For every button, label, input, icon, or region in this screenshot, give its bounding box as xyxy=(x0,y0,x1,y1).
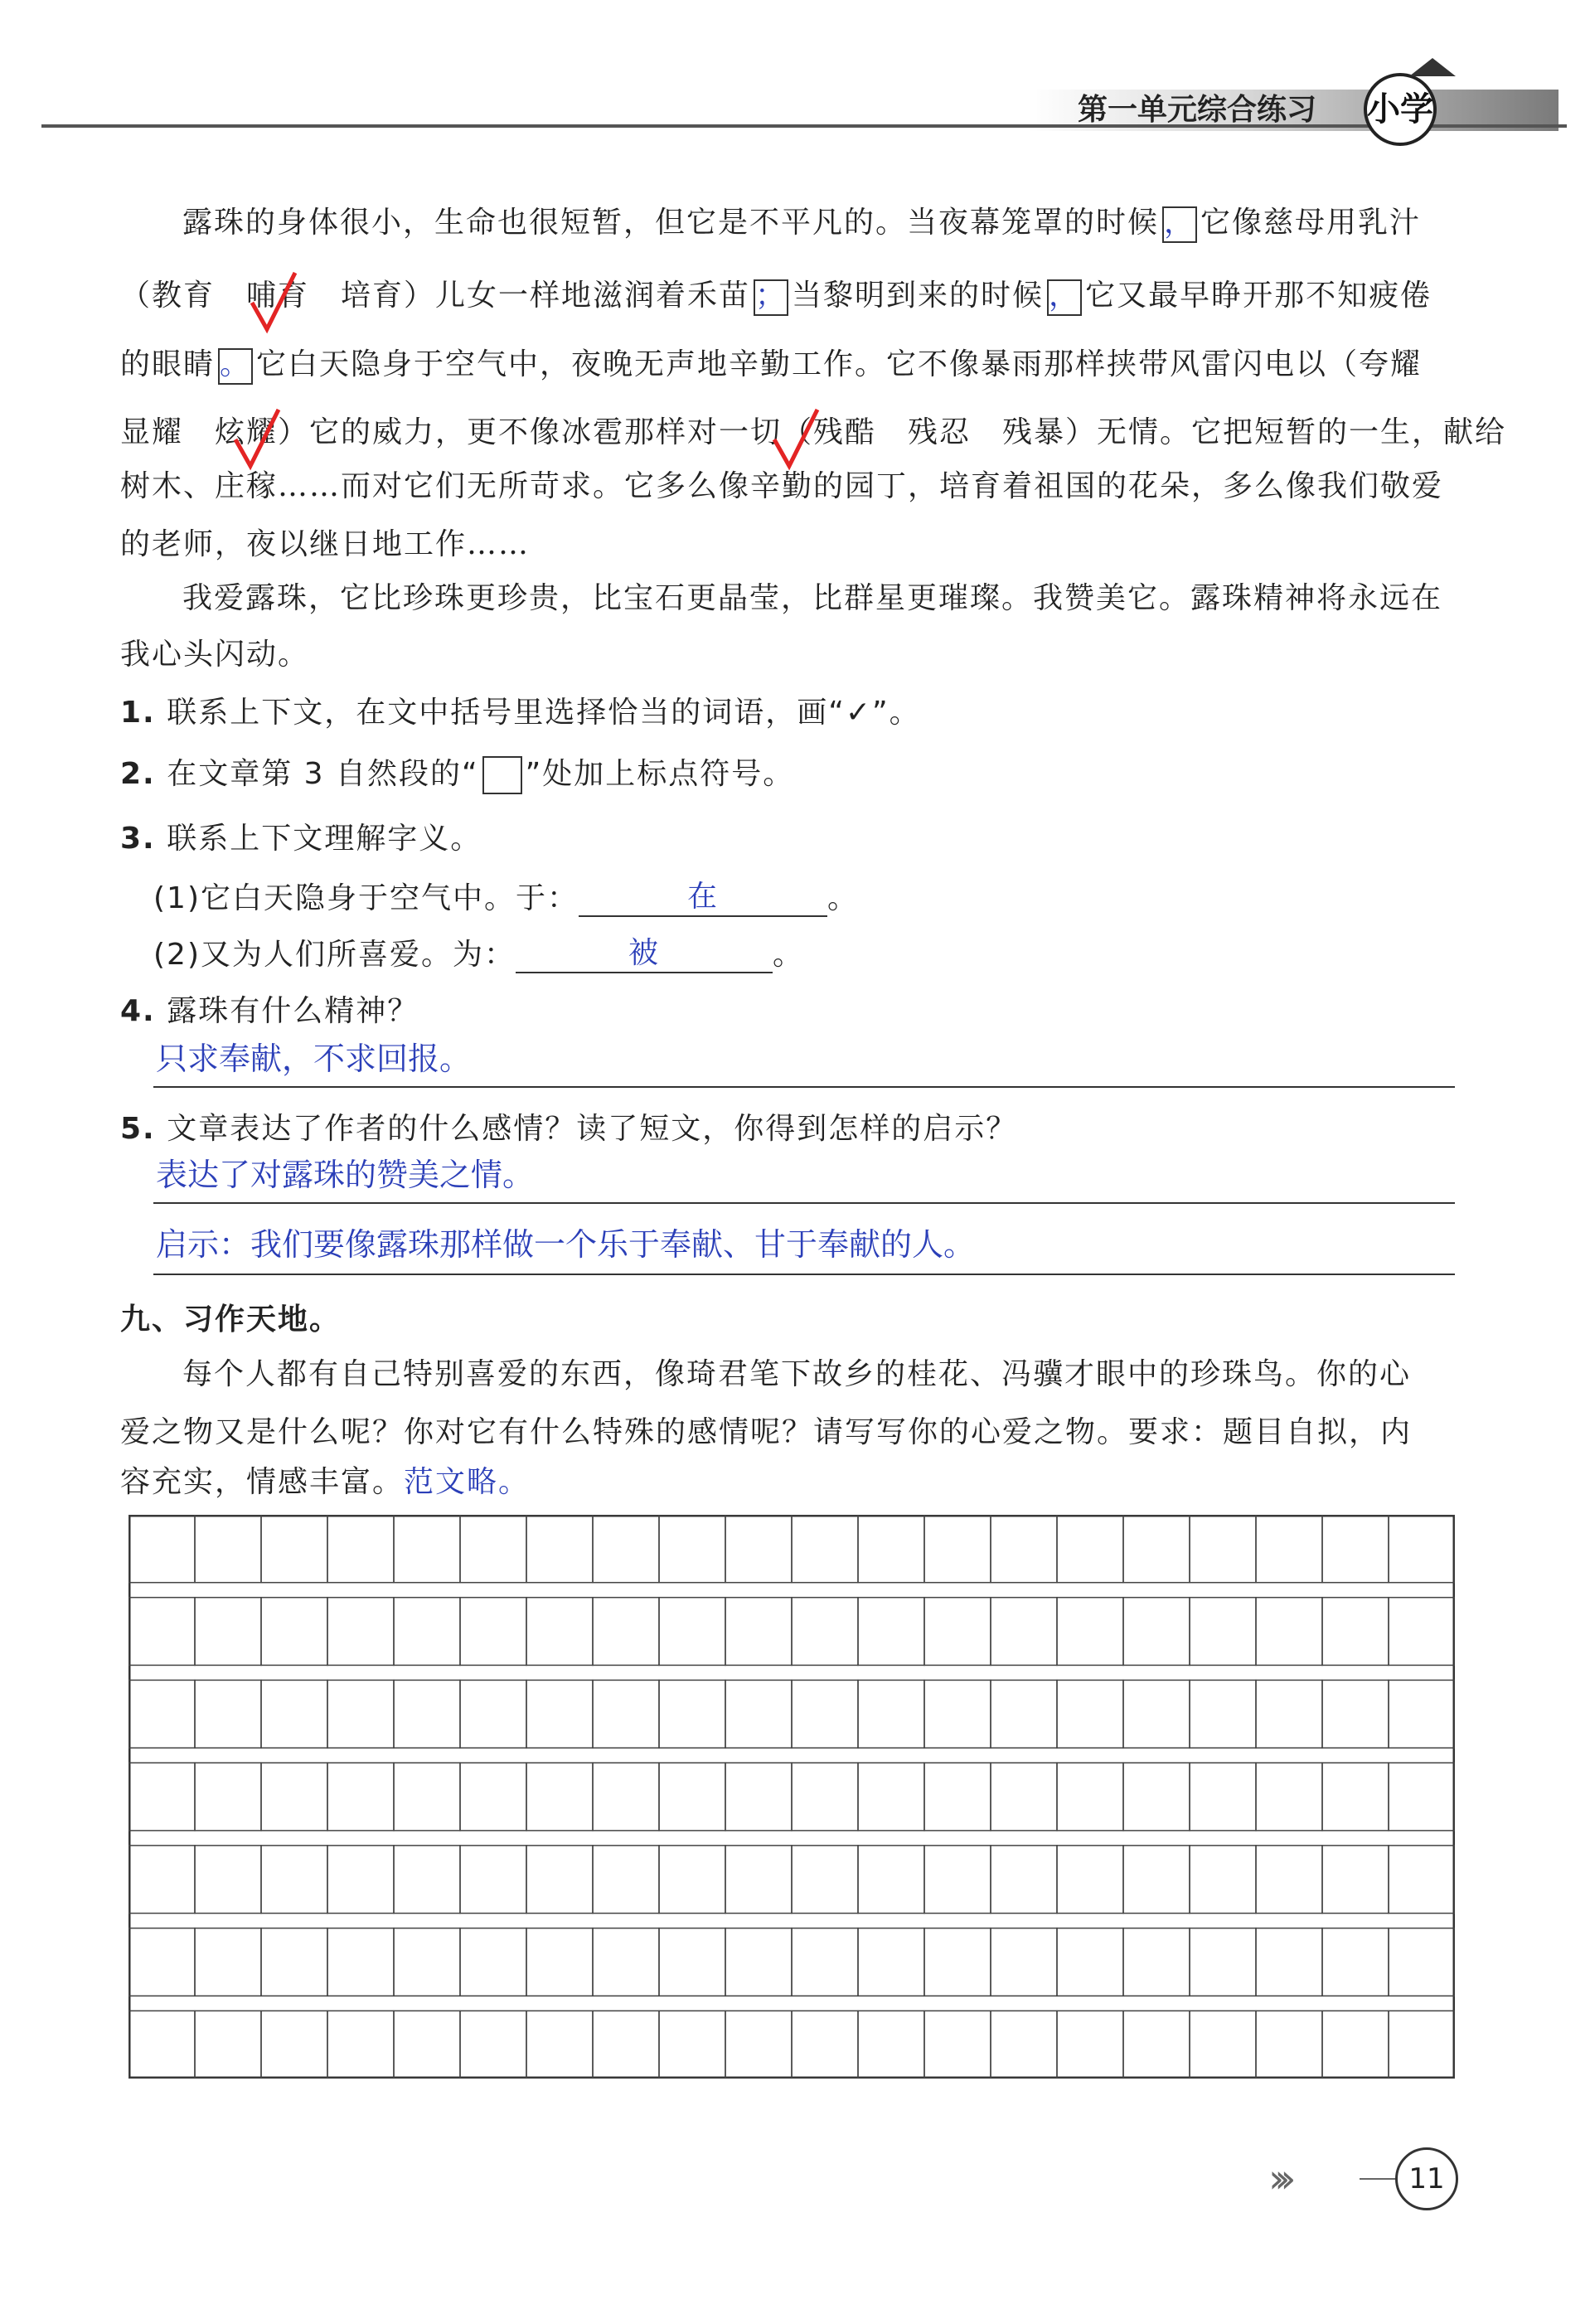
grid-cell xyxy=(526,1929,593,1997)
passage-text: 的眼睛 xyxy=(120,347,216,381)
grid-cell xyxy=(128,1515,195,1583)
grid-cell xyxy=(261,1763,327,1831)
grid-cell xyxy=(460,1680,526,1748)
grid-cell xyxy=(659,1846,725,1914)
question-number: 3. xyxy=(120,822,156,856)
prompt-line: 爱之物又是什么呢？你对它有什么特殊的感情呢？请写写你的心爱之物。要求：题目自拟，内 xyxy=(120,1415,1413,1449)
answer-blank: 被 xyxy=(516,935,773,973)
passage-line xyxy=(120,347,1422,385)
grid-cell xyxy=(394,1929,460,1997)
answer-line xyxy=(153,1274,1455,1275)
question-1 xyxy=(120,695,921,731)
grid-cell xyxy=(327,2011,394,2079)
passage-line: 树木、庄稼……而对它们无所苛求。它多么像辛勤的园丁，培育着祖国的花朵，多么像我们敬爱 xyxy=(120,469,1444,503)
grid-cell xyxy=(1389,1515,1455,1583)
grid-cell xyxy=(858,1763,924,1831)
grid-cell xyxy=(526,1598,593,1666)
check-mark-icon xyxy=(249,269,298,336)
grid-cell xyxy=(792,1929,858,1997)
passage-text: 露珠的身体很小，生命也很短暂，但它是不平凡的。当夜幕笼罩的时候 xyxy=(182,206,1160,240)
grid-cell xyxy=(1057,1680,1123,1748)
grid-cell xyxy=(593,1598,659,1666)
punctuation-box: 。 xyxy=(218,348,253,385)
grid-cell xyxy=(526,2011,593,2079)
question-text: (2)又为人们所喜爱。为： xyxy=(153,938,516,972)
grid-cell xyxy=(1389,1929,1455,1997)
grid-cell xyxy=(195,1846,261,1914)
grid-cell xyxy=(792,1763,858,1831)
grid-cell xyxy=(1256,1515,1322,1583)
answer-line xyxy=(153,1086,1455,1088)
grid-cell xyxy=(394,1763,460,1831)
question-text: 联系上下文理解字义。 xyxy=(167,822,482,856)
grid-cell xyxy=(991,2011,1057,2079)
passage-text: 它像慈母用乳汁 xyxy=(1200,206,1422,240)
grid-cell xyxy=(1057,2011,1123,2079)
grid-cell xyxy=(1322,1846,1389,1914)
grid-cell xyxy=(394,1846,460,1914)
question-number: 5. xyxy=(120,1112,156,1146)
grid-cell xyxy=(924,1929,991,1997)
grid-cell xyxy=(460,2011,526,2079)
grid-cell xyxy=(261,1846,327,1914)
grid-cell xyxy=(128,1929,195,1997)
grid-cell xyxy=(460,1515,526,1583)
grid-cell xyxy=(924,1680,991,1748)
question-number: 4. xyxy=(120,994,156,1028)
grid-cell xyxy=(195,1763,261,1831)
grid-cell xyxy=(394,2011,460,2079)
grid-cell xyxy=(261,1515,327,1583)
grid-cell xyxy=(858,1515,924,1583)
grid-cell xyxy=(128,1763,195,1831)
grid-cell xyxy=(261,1680,327,1748)
question-text: 露珠有什么精神？ xyxy=(167,994,419,1028)
grid-cell xyxy=(1123,1929,1190,1997)
passage-line: 我心头闪动。 xyxy=(120,638,310,672)
grid-cell xyxy=(924,1598,991,1666)
question-text: 联系上下文，在文中括号里选择恰当的词语，画“✓”。 xyxy=(167,696,921,730)
grid-cell xyxy=(327,1680,394,1748)
question-text: ”处加上标点符号。 xyxy=(525,757,795,791)
grid-cell xyxy=(1057,1515,1123,1583)
grid-cell xyxy=(1190,1763,1256,1831)
punctuation-box: ； xyxy=(754,279,788,316)
question-text: (1)它白天隐身于空气中。于： xyxy=(153,881,579,915)
grid-cell xyxy=(858,2011,924,2079)
grid-cell xyxy=(1322,1680,1389,1748)
grid-cell xyxy=(1190,1846,1256,1914)
chevron-arrows-icon: ››› xyxy=(1268,2156,1287,2202)
passage-text: 它白天隐身于空气中，夜晚无声地辛勤工作。它不像暴雨那样挟带风雷闪电以（夸耀 xyxy=(256,347,1423,381)
grid-cell xyxy=(924,1515,991,1583)
grid-cell xyxy=(725,1680,792,1748)
grid-cell xyxy=(526,1680,593,1748)
grid-cell xyxy=(991,1846,1057,1914)
grid-cell xyxy=(1256,1680,1322,1748)
grid-cell xyxy=(593,1846,659,1914)
punctuation-box: ， xyxy=(1162,206,1197,243)
question-number: 1. xyxy=(120,696,156,730)
grid-cell xyxy=(593,2011,659,2079)
grid-cell xyxy=(659,1515,725,1583)
grid-cell xyxy=(1256,1929,1322,1997)
grid-cell xyxy=(327,1598,394,1666)
passage-text: 它又最早睁开那不知疲倦 xyxy=(1085,279,1432,313)
grid-cell xyxy=(1322,1515,1389,1583)
question-3-1 xyxy=(153,879,859,917)
grid-cell xyxy=(991,1929,1057,1997)
header-title: 第一单元综合练习 xyxy=(1078,93,1317,127)
grid-cell xyxy=(1256,2011,1322,2079)
grid-cell xyxy=(1190,2011,1256,2079)
graduation-cap-icon xyxy=(1409,58,1456,76)
grid-cell xyxy=(195,1598,261,1666)
grid-cell xyxy=(460,1763,526,1831)
grid-cell xyxy=(128,2011,195,2079)
grid-cell xyxy=(327,1515,394,1583)
grid-cell xyxy=(1123,2011,1190,2079)
answer-line xyxy=(153,1202,1455,1204)
header-logo: 小学 xyxy=(1364,73,1437,146)
composition-grid[interactable] xyxy=(128,1515,1455,2079)
grid-cell xyxy=(526,1515,593,1583)
passage-line xyxy=(182,205,1421,243)
grid-cell xyxy=(659,1680,725,1748)
grid-cell xyxy=(1389,1680,1455,1748)
grid-cell xyxy=(792,2011,858,2079)
question-3-2 xyxy=(153,935,804,973)
grid-cell xyxy=(1123,1846,1190,1914)
passage-line: 的老师，夜以继日地工作…… xyxy=(120,527,531,561)
grid-cell xyxy=(195,2011,261,2079)
grid-cell xyxy=(1256,1846,1322,1914)
grid-cell xyxy=(460,1846,526,1914)
grid-cell xyxy=(1057,1846,1123,1914)
grid-cell xyxy=(792,1598,858,1666)
grid-cell xyxy=(991,1515,1057,1583)
grid-cell xyxy=(460,1929,526,1997)
grid-cell xyxy=(128,1846,195,1914)
question-2 xyxy=(120,756,794,794)
grid-cell xyxy=(792,1515,858,1583)
grid-cell xyxy=(991,1680,1057,1748)
section-heading: 九、习作天地。 xyxy=(120,1303,342,1337)
check-mark-icon xyxy=(771,406,821,473)
grid-cell xyxy=(1057,1598,1123,1666)
grid-cell xyxy=(1123,1763,1190,1831)
blank-box xyxy=(482,756,522,794)
question-text: 文章表达了作者的什么感情？读了短文，你得到怎样的启示？ xyxy=(167,1112,1018,1146)
prompt-line xyxy=(120,1464,530,1501)
grid-cell xyxy=(1123,1680,1190,1748)
question-4 xyxy=(120,993,419,1030)
grid-cell xyxy=(327,1929,394,1997)
grid-cell xyxy=(858,1929,924,1997)
grid-cell xyxy=(1256,1598,1322,1666)
question-text: 。 xyxy=(773,938,805,972)
grid-cell xyxy=(394,1598,460,1666)
grid-cell xyxy=(1190,1598,1256,1666)
footer-rule xyxy=(1360,2178,1397,2180)
passage-text: （教育 哺育 培育）儿女一样地滋润着禾苗 xyxy=(120,279,751,313)
grid-cell xyxy=(593,1680,659,1748)
grid-cell xyxy=(659,1598,725,1666)
grid-cell xyxy=(725,1598,792,1666)
grid-cell xyxy=(991,1763,1057,1831)
page-number: 11 xyxy=(1395,2147,1458,2210)
grid-cell xyxy=(1123,1515,1190,1583)
grid-cell xyxy=(526,1763,593,1831)
grid-cell xyxy=(526,1846,593,1914)
grid-cell xyxy=(659,1763,725,1831)
grid-cell xyxy=(195,1515,261,1583)
grid-cell xyxy=(1322,2011,1389,2079)
grid-cell xyxy=(1123,1598,1190,1666)
grid-cell xyxy=(1389,1763,1455,1831)
question-number: 2. xyxy=(120,757,156,791)
grid-cell xyxy=(1322,1929,1389,1997)
grid-cell xyxy=(593,1763,659,1831)
passage-line xyxy=(120,278,1432,316)
grid-cell xyxy=(924,1846,991,1914)
grid-cell xyxy=(593,1929,659,1997)
grid-cell xyxy=(659,2011,725,2079)
question-text: 。 xyxy=(827,881,860,915)
grid-cell xyxy=(1322,1763,1389,1831)
grid-cell xyxy=(1057,1929,1123,1997)
grid-cell xyxy=(394,1515,460,1583)
grid-cell xyxy=(858,1680,924,1748)
header-rule xyxy=(41,124,1567,128)
grid-cell xyxy=(792,1846,858,1914)
passage-text: 当黎明到来的时候 xyxy=(792,279,1045,313)
grid-cell xyxy=(858,1846,924,1914)
grid-cell xyxy=(1057,1763,1123,1831)
grid-cell xyxy=(460,1598,526,1666)
grid-cell xyxy=(924,2011,991,2079)
grid-cell xyxy=(261,1929,327,1997)
grid-cell xyxy=(261,1598,327,1666)
grid-cell xyxy=(128,1598,195,1666)
answer-blank: 在 xyxy=(579,879,827,917)
grid-cell xyxy=(1190,1680,1256,1748)
grid-cell xyxy=(195,1680,261,1748)
grid-cell xyxy=(1190,1515,1256,1583)
answer-text: 启示：我们要像露珠那样做一个乐于奉献、甘于奉献的人。 xyxy=(156,1226,976,1263)
prompt-text: 容充实，情感丰富。 xyxy=(120,1465,405,1499)
grid-cell xyxy=(858,1598,924,1666)
grid-cell xyxy=(593,1515,659,1583)
grid-cell xyxy=(924,1763,991,1831)
grid-cell xyxy=(327,1846,394,1914)
answer-text: 范文略。 xyxy=(404,1465,531,1499)
grid-cell xyxy=(195,1929,261,1997)
check-mark-icon xyxy=(232,406,282,473)
question-3 xyxy=(120,821,482,857)
passage-line: 我爱露珠，它比珍珠更珍贵，比宝石更晶莹，比群星更璀璨。我赞美它。露珠精神将永远在 xyxy=(182,581,1443,615)
grid-cell xyxy=(394,1680,460,1748)
grid-cell xyxy=(327,1763,394,1831)
grid-cell xyxy=(725,1846,792,1914)
grid-cell xyxy=(128,1680,195,1748)
punctuation-box: ， xyxy=(1047,279,1082,316)
grid-cell xyxy=(1190,1929,1256,1997)
grid-cell xyxy=(1389,1846,1455,1914)
grid-cell xyxy=(1256,1763,1322,1831)
grid-cell xyxy=(991,1598,1057,1666)
grid-cell xyxy=(1322,1598,1389,1666)
grid-cell xyxy=(261,2011,327,2079)
answer-text: 只求奉献，不求回报。 xyxy=(156,1041,472,1077)
question-5 xyxy=(120,1111,1017,1147)
grid-cell xyxy=(725,1929,792,1997)
answer-text: 表达了对露珠的赞美之情。 xyxy=(156,1157,535,1193)
grid-cell xyxy=(659,1929,725,1997)
grid-cell xyxy=(725,2011,792,2079)
grid-cell xyxy=(1389,1598,1455,1666)
grid-cell xyxy=(725,1515,792,1583)
passage-line: 显耀 炫耀）它的威力，更不像冰雹那样对一切（残酷 残忍 残暴）无情。它把短暂的一生，献给 xyxy=(120,415,1507,449)
grid-cell xyxy=(792,1680,858,1748)
grid-cell xyxy=(1389,2011,1455,2079)
question-text: 在文章第 3 自然段的“ xyxy=(167,757,479,791)
grid-cell xyxy=(725,1763,792,1831)
prompt-line: 每个人都有自己特别喜爱的东西，像琦君笔下故乡的桂花、冯骥才眼中的珍珠鸟。你的心 xyxy=(182,1357,1412,1391)
